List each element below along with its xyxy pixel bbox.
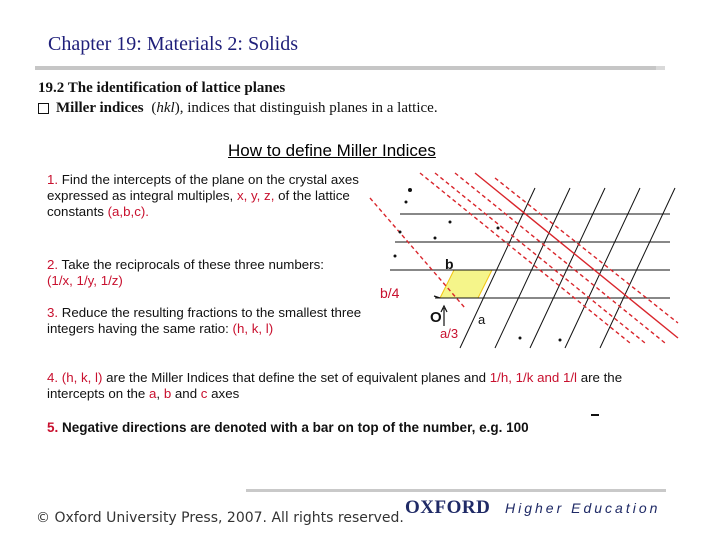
step-4-reciprocals: 1/h, 1/k and 1/l [489,370,577,385]
step-4-axis-c: c [200,386,208,401]
bullet-rest: ), indices that distinguish planes in a lattice. [174,100,438,116]
label-a: a [478,312,486,327]
bullet-hkl: hkl [156,100,175,116]
step-3 [47,305,367,337]
overbar-mark [591,414,599,416]
step-1 [47,172,367,220]
higher-education-logo: Higher Education [505,500,661,516]
note-text: Negative directions are denoted with a bar on top of the number, e.g. 100 [58,420,529,435]
step-2-number: 2. [47,257,59,272]
step-4-number: 4. [47,370,59,385]
title-rule-end [656,66,665,70]
step-4-and: and [171,386,201,401]
label-origin: O [430,309,442,326]
label-b4: b/4 [380,285,400,301]
title-rule [35,66,665,70]
step-2-text: Take the reciprocals of these three numbers: [58,257,324,272]
note-number: 5. [47,420,59,435]
lattice-rows [390,214,670,298]
section-heading: 19.2 The identification of lattice planes [38,80,286,96]
lattice-columns [460,188,675,348]
step-3-text: Reduce the resulting fractions to the smallest three integers having the same ratio: [47,305,362,336]
step-1-xyz: x, y, z, [236,188,275,203]
bullet-bold: Miller indices [56,100,144,116]
step-4-hkl: (h, k, l) [58,370,103,385]
red-planes [370,173,678,343]
step-4 [47,370,647,402]
bullet-miller [38,100,438,117]
step-3-number: 3. [47,305,59,320]
oxford-logo: OXFORD [405,497,491,518]
label-a3: a/3 [440,326,459,341]
label-b: b [445,256,454,272]
subtitle: How to define Miller Indices [228,141,436,160]
step-3-hkl: (h, k, l) [232,321,274,336]
bullet-paren: ( [147,100,157,116]
footer-rule [246,489,666,492]
step-4-axis-b: b [163,386,172,401]
step-1-text-a: Find the intercepts of the plane on the crystal axes expressed as integral multiples, [47,172,359,203]
highlighted-cell [440,270,492,298]
lattice-diagram [360,168,680,368]
chapter-title: Chapter 19: Materials 2: Solids [48,33,298,55]
step-4-text-a: are the Miller Indices that define the set of equivalent planes and [102,370,490,385]
note-negative [47,420,529,435]
step-1-text-b: of the lattice constants [47,188,350,219]
step-1-number: 1. [47,172,59,187]
step-2 [47,257,347,289]
step-4-text-b: are the intercepts on the [47,370,623,401]
step-4-end: axes [207,386,240,401]
step-4-axis-a: a [149,386,157,401]
checkbox-bullet-icon [38,103,49,114]
step-2-reciprocals: (1/x, 1/y, 1/z) [47,273,123,288]
copyright-text: © Oxford University Press, 2007. All rights reserved. [36,510,404,526]
step-1-abc: (a,b,c). [107,204,149,219]
step-4-comma: , [156,386,164,401]
